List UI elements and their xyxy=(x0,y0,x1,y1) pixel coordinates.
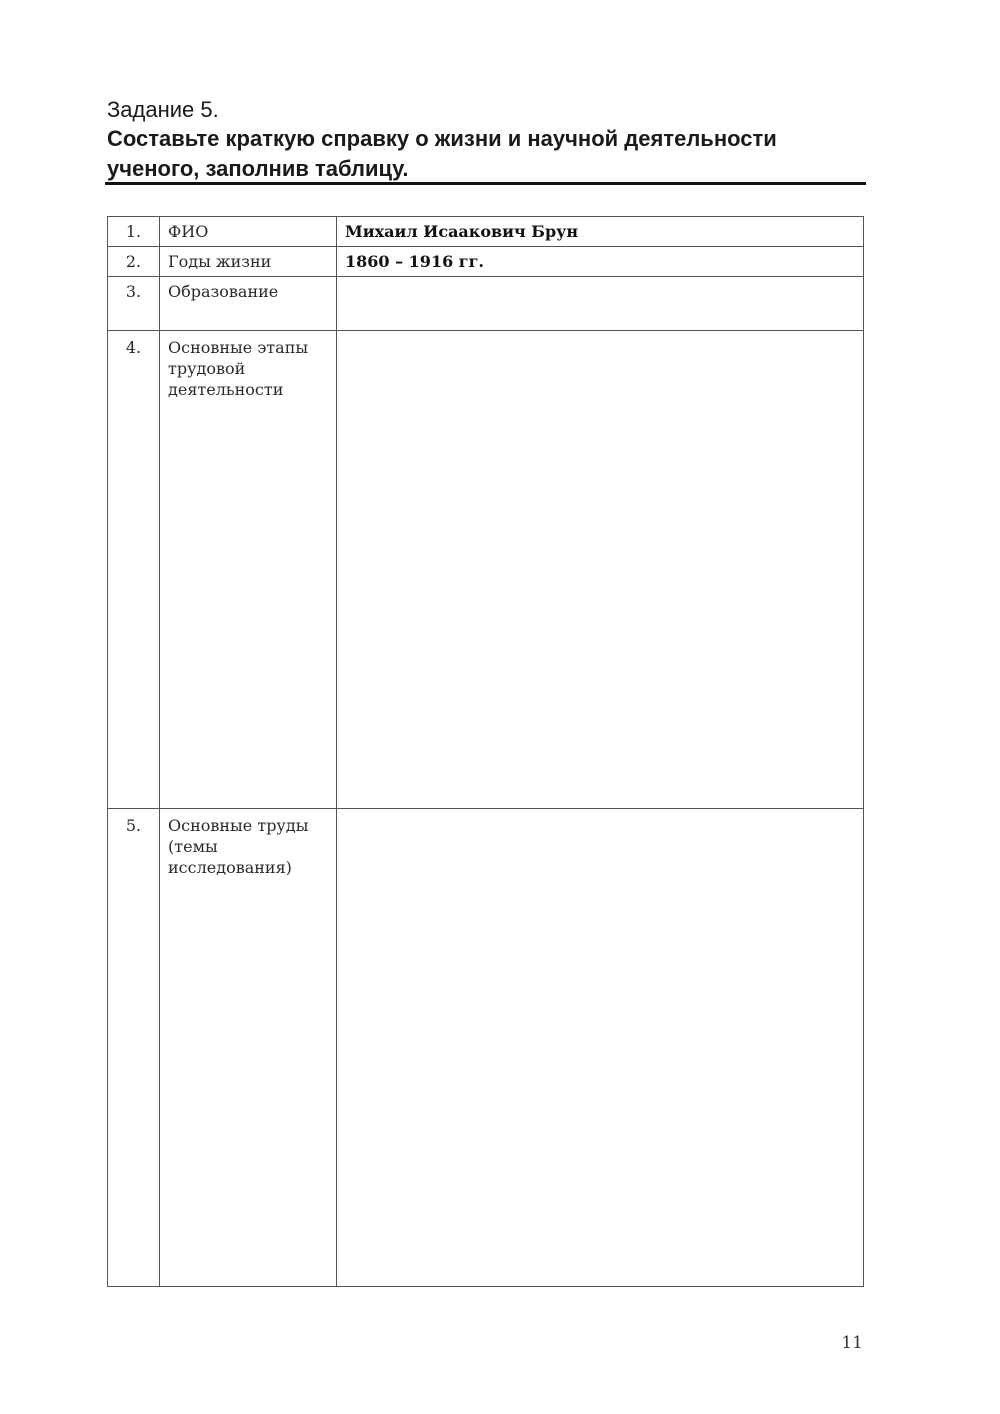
scientist-info-table xyxy=(107,216,864,1287)
row-value[interactable] xyxy=(337,277,864,331)
row-number: 3. xyxy=(108,277,160,331)
row-label: Основные этапы трудовой деятельности xyxy=(160,331,337,809)
task-instruction: Составьте краткую справку о жизни и научной деятельности ученого, заполнив таблицу. xyxy=(107,126,777,181)
row-label: Образование xyxy=(160,277,337,331)
page-number: 11 xyxy=(841,1333,863,1353)
row-value[interactable]: Михаил Исаакович Брун xyxy=(337,217,864,247)
row-label: ФИО xyxy=(160,217,337,247)
task-number: Задание 5. xyxy=(107,97,219,122)
row-number: 1. xyxy=(108,217,160,247)
header-divider xyxy=(105,182,866,185)
row-number: 4. xyxy=(108,331,160,809)
row-value[interactable]: 1860 – 1916 гг. xyxy=(337,247,864,277)
row-value[interactable] xyxy=(337,809,864,1287)
row-label: Основные труды (темы исследования) xyxy=(160,809,337,1287)
table-row xyxy=(108,809,864,1287)
table-row xyxy=(108,217,864,247)
row-value[interactable] xyxy=(337,331,864,809)
table-row xyxy=(108,331,864,809)
row-number: 2. xyxy=(108,247,160,277)
table-row xyxy=(108,277,864,331)
row-number: 5. xyxy=(108,809,160,1287)
row-label: Годы жизни xyxy=(160,247,337,277)
table-row xyxy=(108,247,864,277)
task-header xyxy=(107,96,867,184)
